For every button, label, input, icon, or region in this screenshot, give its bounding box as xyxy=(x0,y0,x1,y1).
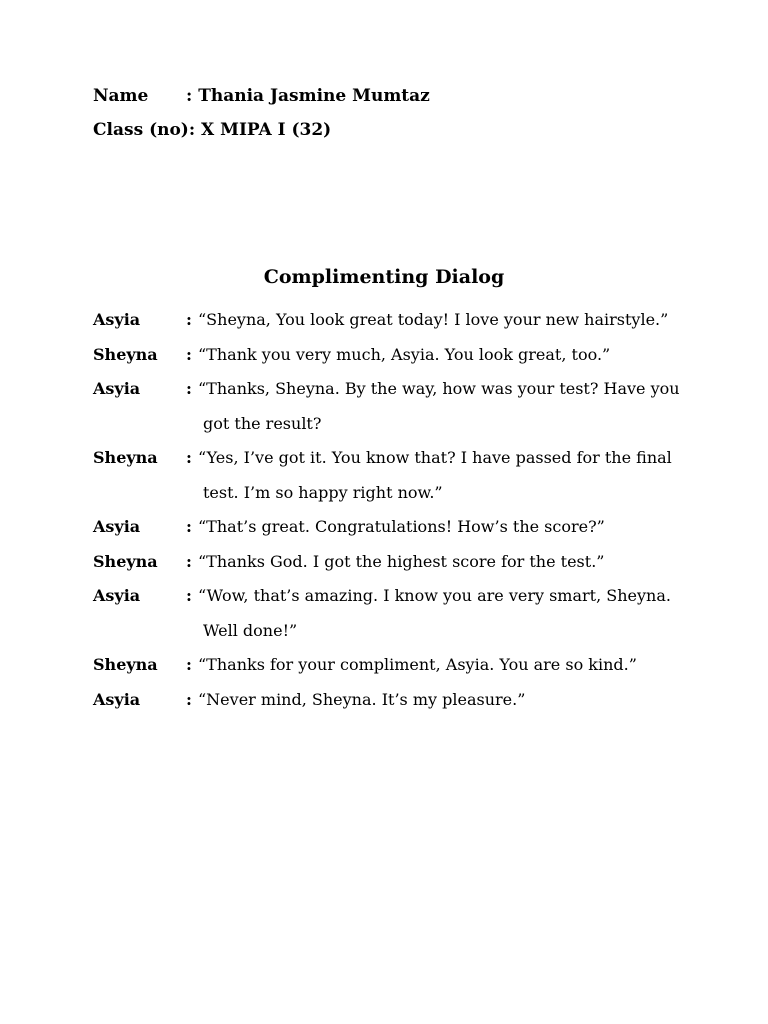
dialog-turn xyxy=(93,338,693,373)
utterance-line: got the result? xyxy=(203,413,322,433)
class-value: : X MIPA I (32) xyxy=(188,120,332,140)
dialog-turn xyxy=(93,545,693,580)
speaker-colon: : xyxy=(186,379,192,398)
speaker-name: Sheyna xyxy=(93,448,158,467)
utterance xyxy=(198,579,693,648)
speaker-colon: : xyxy=(186,517,192,536)
speaker-colon: : xyxy=(186,689,192,709)
dialog-turn xyxy=(93,648,693,683)
class-row xyxy=(93,120,331,140)
utterance xyxy=(198,441,693,510)
speaker-colon: : xyxy=(186,551,192,571)
utterance xyxy=(198,683,693,718)
speaker-name: Sheyna xyxy=(93,551,158,571)
dialog-turn xyxy=(93,441,693,510)
speaker-colon: : xyxy=(186,310,192,329)
dialog-list xyxy=(93,303,693,717)
speaker-name: Asyia xyxy=(93,379,141,398)
name-row xyxy=(93,86,430,106)
speaker-name: Asyia xyxy=(93,310,141,329)
utterance-line: Well done!” xyxy=(203,620,298,640)
speaker-colon: : xyxy=(186,655,192,674)
utterance-line: test. I’m so happy right now.” xyxy=(203,482,443,502)
speaker-name: Asyia xyxy=(93,586,141,605)
utterance-line: “Thank you very much, Asyia. You look great, too.” xyxy=(198,344,611,364)
dialog-turn xyxy=(93,683,693,718)
speaker-name: Asyia xyxy=(93,689,141,709)
utterance xyxy=(198,648,693,683)
utterance-line: “Never mind, Sheyna. It’s my pleasure.” xyxy=(198,689,526,709)
utterance xyxy=(198,510,693,545)
name-value: : Thania Jasmine Mumtaz xyxy=(186,86,430,106)
dialog-turn xyxy=(93,510,693,545)
dialog-turn xyxy=(93,579,693,648)
utterance-line: “Sheyna, You look great today! I love your new hairstyle.” xyxy=(198,310,669,329)
speaker-name: Asyia xyxy=(93,517,141,536)
class-label: Class (no) xyxy=(93,120,189,140)
utterance-line: “Thanks for your compliment, Asyia. You are so kind.” xyxy=(198,655,637,674)
name-label: Name xyxy=(93,86,149,106)
speaker-colon: : xyxy=(186,448,192,467)
utterance xyxy=(198,372,693,441)
utterance-line: “Wow, that’s amazing. I know you are very smart, Sheyna. xyxy=(198,586,671,605)
utterance xyxy=(198,303,693,338)
page-title: Complimenting Dialog xyxy=(263,266,505,288)
speaker-colon: : xyxy=(186,344,192,364)
dialog-turn xyxy=(93,303,693,338)
utterance-line: “Yes, I’ve got it. You know that? I have passed for the final xyxy=(198,448,672,467)
utterance-line: “That’s great. Congratulations! How’s the score?” xyxy=(198,517,605,536)
utterance xyxy=(198,545,693,580)
utterance-line: “Thanks God. I got the highest score for the test.” xyxy=(198,551,605,571)
speaker-colon: : xyxy=(186,586,192,605)
utterance-line: “Thanks, Sheyna. By the way, how was your test? Have you xyxy=(198,379,680,398)
speaker-name: Sheyna xyxy=(93,655,158,674)
utterance xyxy=(198,338,693,373)
speaker-name: Sheyna xyxy=(93,344,158,364)
dialog-turn xyxy=(93,372,693,441)
